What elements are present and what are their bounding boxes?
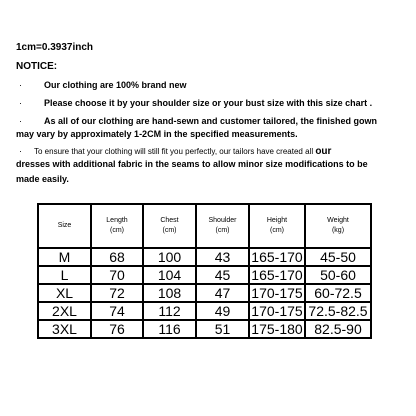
cell-weight: 45-50 [305,248,371,266]
cell-length: 76 [91,320,143,338]
header-label: Length [106,217,128,224]
table-row [38,248,371,266]
cell-weight: 82.5-90 [305,320,371,338]
cell-size: 3XL [38,320,91,338]
cell-chest: 100 [143,248,196,266]
cell-length: 68 [91,248,143,266]
cell-length: 70 [91,266,143,284]
bullet-dot: · [19,98,22,108]
cell-height: 175-180 [249,320,305,338]
header-unit: (kg) [331,227,345,234]
header-unit: (cm) [215,227,230,234]
cell-height: 165-170 [249,266,305,284]
notice-text-line-1-main: To ensure that your clothing will still fit you perfectly, our tailors have created all [34,147,314,156]
header-unit: (cm) [270,227,284,234]
header-shoulder [196,204,249,248]
table-row [38,320,371,338]
notice-title: NOTICE: [16,61,58,72]
cell-weight: 72.5-82.5 [305,302,371,320]
header-length [91,204,143,248]
header-label: Shoulder [208,217,237,224]
cell-chest: 116 [143,320,196,338]
notice-text-line-2: may vary by approximately 1-2CM in the specified measurements. [16,129,298,139]
cell-shoulder: 45 [196,266,249,284]
cell-shoulder: 47 [196,284,249,302]
table-header-row [38,204,371,248]
bullet-dot: · [19,80,22,90]
table-row [38,284,371,302]
cell-shoulder: 49 [196,302,249,320]
cell-weight: 50-60 [305,266,371,284]
header-unit: (cm) [162,227,177,234]
cell-chest: 112 [143,302,196,320]
bullet-dot: · [19,116,22,126]
cell-height: 165-170 [249,248,305,266]
size-chart-table [37,203,372,339]
header-weight [305,204,371,248]
cell-height: 170-175 [249,284,305,302]
cell-length: 72 [91,284,143,302]
cell-height: 170-175 [249,302,305,320]
cell-size: 2XL [38,302,91,320]
notice-text-line-1: As all of our clothing are hand-sewn and customer tailored, the finished gown [44,116,378,126]
notice-text-emphasis: our [315,146,332,157]
header-label: Height [266,217,288,224]
table-row [38,302,371,320]
cell-size: M [38,248,91,266]
notice-text-line-3: made easily. [16,174,69,184]
bullet-dot: · [19,146,22,156]
notice-text: Please choose it by your shoulder size or your bust size with this size chart . [44,98,373,108]
header-label: Size [57,222,72,229]
cell-length: 74 [91,302,143,320]
notice-text-line-1 [34,146,331,157]
cell-shoulder: 43 [196,248,249,266]
cell-chest: 108 [143,284,196,302]
header-height [249,204,305,248]
header-size [38,204,91,248]
cell-chest: 104 [143,266,196,284]
cell-size: L [38,266,91,284]
table-row [38,266,371,284]
unit-conversion: 1cm=0.3937inch [16,42,93,53]
cell-size: XL [38,284,91,302]
header-label: Weight [327,217,349,224]
notice-text-line-2: dresses with additional fabric in the seams to allow minor size modifications to be [16,159,368,169]
cell-weight: 60-72.5 [305,284,371,302]
header-chest [143,204,196,248]
notice-text: Our clothing are 100% brand new [44,80,187,90]
header-label: Chest [160,217,179,224]
header-unit: (cm) [110,227,124,234]
cell-shoulder: 51 [196,320,249,338]
